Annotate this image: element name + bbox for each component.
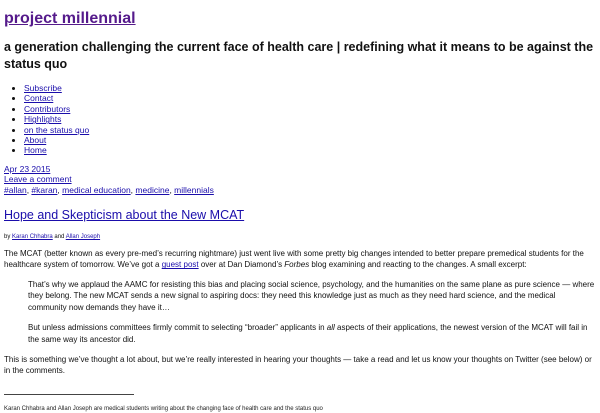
post-intro: [4, 248, 596, 271]
tag-link[interactable]: #karan: [31, 184, 58, 195]
nav-link-status-quo[interactable]: on the status quo: [24, 124, 90, 135]
intro-text: blog examining and reacting to the changes. A small excerpt:: [309, 260, 527, 270]
intro-text: over at Dan Diamond’s: [198, 260, 285, 270]
nav-item-about: [24, 135, 596, 145]
tag-link[interactable]: millennials: [174, 184, 214, 195]
nav-item-subscribe: [24, 83, 596, 93]
post-title: [4, 207, 596, 223]
nav-link-contributors[interactable]: Contributors: [24, 103, 71, 114]
site-tagline: a generation challenging the current face of health care | redefining what it means to be against the status quo: [4, 40, 594, 71]
nav-link-subscribe[interactable]: Subscribe: [24, 83, 62, 93]
post-content: [4, 248, 596, 377]
main-nav: [4, 83, 596, 156]
intro-text: The MCAT (better known as every pre-med’s recurring nightmare) just went live with some pretty big changes intended to better prepare premedical students for the healthcare system of tomorrow. We’ve got a: [4, 249, 584, 270]
nav-link-contact[interactable]: Contact: [24, 93, 54, 104]
nav-item-contributors: [24, 104, 596, 114]
author-link[interactable]: Allan Joseph: [65, 234, 101, 241]
tag-separator: ,: [57, 184, 63, 195]
author-link[interactable]: Karan Chhabra: [12, 234, 53, 241]
byline-prefix: by: [4, 234, 13, 241]
nav-link-highlights[interactable]: Highlights: [24, 114, 62, 125]
quote-text: But unless admissions committees firmly commit to selecting “broader” applicants in: [28, 323, 327, 333]
footnote-divider: [4, 394, 134, 395]
forbes-emphasis: Forbes: [284, 260, 310, 270]
nav-link-about[interactable]: About: [24, 135, 47, 146]
tag-separator: ,: [130, 184, 136, 195]
post-date-link[interactable]: Apr 23 2015: [4, 163, 51, 174]
tag-separator: ,: [26, 184, 32, 195]
quote-paragraph: [28, 322, 596, 345]
tag-link[interactable]: #allan: [4, 184, 27, 195]
post-meta: [4, 164, 596, 195]
tag-list: [4, 185, 596, 195]
tag-link[interactable]: medical education: [62, 184, 131, 195]
quote-emphasis: all: [326, 323, 335, 333]
nav-item-home: [24, 145, 596, 155]
quote-paragraph: That’s why we applaud the AAMC for resisting this bias and placing social science, psychology, and the humanities on the same plane as pure science — where they belong. The new MCAT sends a new signal to aspiring docs: they need this knowledge just as much as they need hard science, and the medical community now demands they have it…: [28, 279, 595, 312]
nav-link-home[interactable]: Home: [24, 145, 47, 156]
leave-comment-link[interactable]: Leave a comment: [4, 174, 72, 185]
tag-separator: ,: [169, 184, 175, 195]
post-byline: [4, 233, 596, 241]
byline-joiner: and: [52, 234, 66, 241]
quote-text: aspects of their applications, the newest version of the MCAT will fail in the same way its ancestor did.: [28, 323, 588, 344]
site-title-link[interactable]: project millennial: [4, 10, 136, 27]
post-closing: This is something we’ve thought a lot about, but we’re really interested in hearing your thoughts — take a read and let us know your thoughts on Twitter (see below) or in the comments.: [4, 354, 592, 376]
nav-item-highlights: [24, 114, 596, 124]
post-footnote: Karan Chhabra and Allan Joseph are medical students writing about the changing face of health care and the status quo: [4, 405, 323, 412]
tag-link[interactable]: medicine: [135, 184, 170, 195]
post-title-link[interactable]: Hope and Skepticism about the New MCAT: [4, 208, 245, 223]
site-title: [4, 9, 596, 29]
guest-post-link[interactable]: guest post: [161, 260, 199, 270]
nav-item-contact: [24, 93, 596, 103]
nav-item-status-quo: [24, 125, 596, 135]
post-blockquote: [28, 279, 596, 345]
